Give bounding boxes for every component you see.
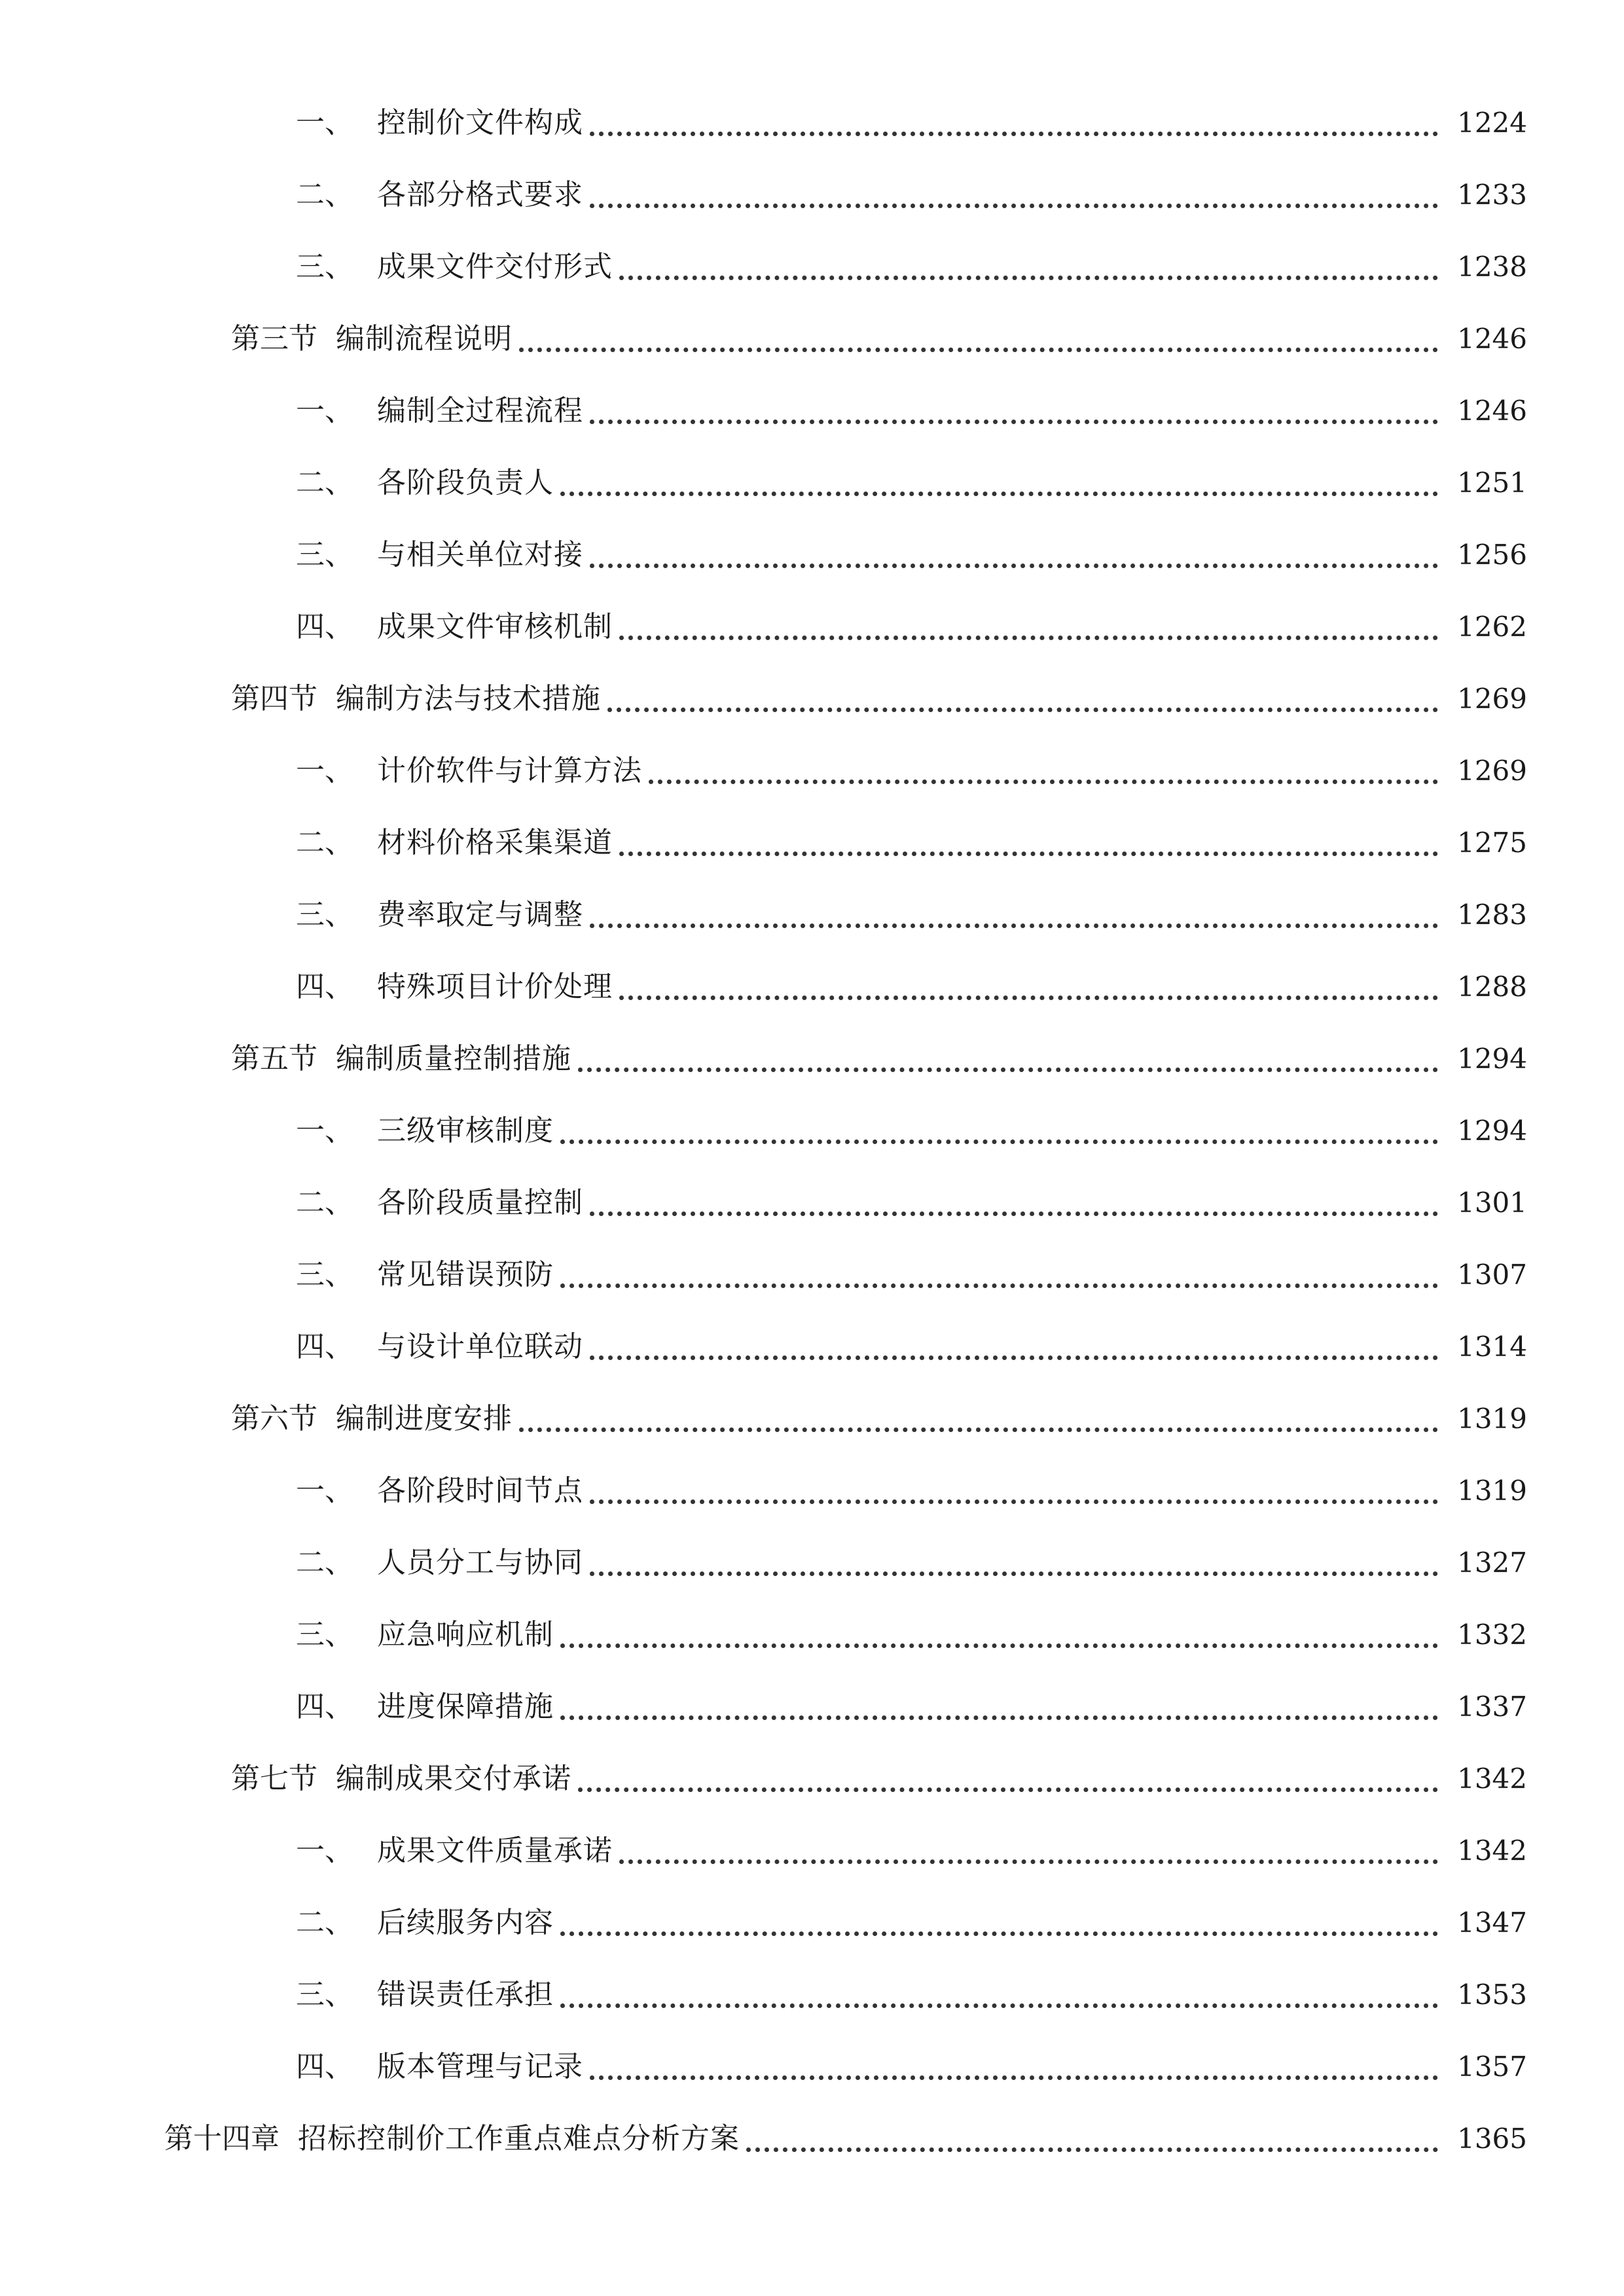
toc-entry-page-number: 1319 [1457,1403,1527,1435]
dot-leader [519,1399,1438,1432]
toc-entry-number: 二、 [296,466,353,499]
toc-entry-title: 应急响应机制 [377,1618,554,1651]
toc-entry-item[interactable] [0,1671,1624,1743]
toc-entry-page-number: 1337 [1457,1691,1527,1723]
toc-entry-page-number: 1314 [1457,1331,1527,1363]
dot-leader [519,319,1438,352]
toc-entry-item[interactable] [0,1095,1624,1167]
dot-leader [619,967,1438,1000]
toc-entry-page-number: 1342 [1457,1835,1527,1867]
toc-entry-item[interactable] [0,1815,1624,1887]
toc-entry-title: 各部分格式要求 [377,178,583,211]
toc-entry-item[interactable] [0,1239,1624,1311]
toc-entry-item[interactable] [0,2031,1624,2103]
toc-entry-page-number: 1251 [1457,467,1527,499]
toc-entry-page-number: 1327 [1457,1547,1527,1579]
dot-leader [590,1543,1438,1576]
dot-leader [560,463,1438,496]
toc-entry-item[interactable] [0,1887,1624,1959]
toc-entry-page-number: 1294 [1457,1115,1527,1147]
toc-entry-title: 版本管理与记录 [377,2050,583,2083]
toc-entry-item[interactable] [0,519,1624,591]
toc-entry-title: 编制流程说明 [336,322,513,355]
toc-entry-number: 三、 [296,538,353,571]
toc-entry-number: 第七节 [231,1762,317,1795]
toc-entry-page-number: 1307 [1457,1259,1527,1291]
toc-entry-title: 与设计单位联动 [377,1330,583,1363]
dot-leader [560,1975,1438,2008]
toc-entry-item[interactable] [0,1599,1624,1671]
dot-leader [607,679,1438,712]
toc-entry-number: 第六节 [231,1402,317,1435]
toc-entry-page-number: 1256 [1457,539,1527,571]
toc-entry-item[interactable] [0,375,1624,447]
toc-entry-title: 成果文件质量承诺 [377,1834,613,1867]
table-of-contents [0,87,1624,2175]
dot-leader [590,1327,1438,1360]
toc-entry-item[interactable] [0,951,1624,1023]
dot-leader [619,1831,1438,1864]
dot-leader [590,895,1438,928]
toc-entry-title: 常见错误预防 [377,1258,554,1291]
toc-entry-item[interactable] [0,879,1624,951]
toc-entry-number: 四、 [296,1330,353,1363]
toc-entry-title: 招标控制价工作重点难点分析方案 [298,2122,740,2155]
toc-entry-number: 四、 [296,1690,353,1723]
toc-entry-title: 编制方法与技术措施 [336,682,601,715]
toc-entry-chapter[interactable] [0,2103,1624,2175]
toc-entry-number: 第四节 [231,682,317,715]
toc-entry-title: 各阶段时间节点 [377,1474,583,1507]
dot-leader [746,2119,1438,2152]
toc-entry-number: 二、 [296,1906,353,1939]
toc-entry-section[interactable] [0,663,1624,735]
toc-entry-number: 二、 [296,1546,353,1579]
toc-entry-number: 一、 [296,106,353,139]
dot-leader [578,1039,1438,1072]
dot-leader [578,1759,1438,1792]
dot-leader [590,1183,1438,1216]
toc-entry-page-number: 1269 [1457,755,1527,787]
toc-entry-title: 成果文件交付形式 [377,250,613,283]
toc-entry-title: 各阶段质量控制 [377,1186,583,1219]
dot-leader [619,247,1438,280]
toc-entry-title: 特殊项目计价处理 [377,970,613,1003]
toc-entry-page-number: 1238 [1457,251,1527,283]
toc-entry-page-number: 1269 [1457,683,1527,715]
toc-entry-number: 一、 [296,1834,353,1867]
dot-leader [590,1471,1438,1504]
dot-leader [619,607,1438,640]
toc-entry-title: 各阶段负责人 [377,466,554,499]
toc-entry-item[interactable] [0,447,1624,519]
toc-entry-number: 第十四章 [164,2122,280,2155]
toc-entry-title: 进度保障措施 [377,1690,554,1723]
toc-entry-number: 二、 [296,1186,353,1219]
dot-leader [590,391,1438,424]
dot-leader [560,1111,1438,1144]
toc-entry-page-number: 1301 [1457,1187,1527,1219]
toc-entry-title: 编制质量控制措施 [336,1042,571,1075]
toc-entry-item[interactable] [0,1455,1624,1527]
toc-entry-number: 第五节 [231,1042,317,1075]
toc-entry-title: 控制价文件构成 [377,106,583,139]
toc-entry-number: 二、 [296,178,353,211]
toc-entry-item[interactable] [0,159,1624,231]
toc-entry-number: 一、 [296,754,353,787]
toc-entry-item[interactable] [0,807,1624,879]
toc-entry-item[interactable] [0,1959,1624,2031]
dot-leader [560,1903,1438,1936]
toc-entry-number: 一、 [296,1114,353,1147]
toc-entry-item[interactable] [0,1311,1624,1383]
dot-leader [560,1615,1438,1648]
toc-entry-title: 编制全过程流程 [377,394,583,427]
toc-entry-item[interactable] [0,231,1624,303]
toc-entry-page-number: 1365 [1457,2123,1527,2155]
dot-leader [560,1687,1438,1720]
toc-entry-number: 三、 [296,1978,353,2011]
toc-entry-page-number: 1319 [1457,1475,1527,1507]
toc-entry-number: 四、 [296,610,353,643]
toc-entry-page-number: 1283 [1457,899,1527,931]
dot-leader [590,2047,1438,2080]
toc-entry-page-number: 1288 [1457,971,1527,1003]
toc-entry-page-number: 1357 [1457,2051,1527,2083]
dot-leader [619,823,1438,856]
dot-leader [590,103,1438,136]
toc-entry-title: 与相关单位对接 [377,538,583,571]
toc-entry-page-number: 1246 [1457,395,1527,427]
toc-entry-title: 成果文件审核机制 [377,610,613,643]
dot-leader [649,751,1438,784]
toc-entry-number: 三、 [296,1618,353,1651]
toc-entry-page-number: 1233 [1457,179,1527,211]
toc-entry-title: 编制成果交付承诺 [336,1762,571,1795]
toc-entry-section[interactable] [0,1383,1624,1455]
toc-entry-number: 第三节 [231,322,317,355]
dot-leader [590,175,1438,208]
toc-entry-number: 三、 [296,898,353,931]
toc-entry-title: 编制进度安排 [336,1402,513,1435]
toc-entry-item[interactable] [0,1167,1624,1239]
toc-entry-title: 费率取定与调整 [377,898,583,931]
toc-entry-title: 错误责任承担 [377,1978,554,2011]
toc-entry-item[interactable] [0,591,1624,663]
toc-entry-title: 材料价格采集渠道 [377,826,613,859]
dot-leader [560,1255,1438,1288]
toc-entry-number: 四、 [296,2050,353,2083]
toc-entry-item[interactable] [0,1527,1624,1599]
toc-entry-page-number: 1294 [1457,1043,1527,1075]
toc-entry-page-number: 1347 [1457,1907,1527,1939]
toc-entry-section[interactable] [0,1023,1624,1095]
toc-entry-section[interactable] [0,303,1624,375]
toc-entry-title: 后续服务内容 [377,1906,554,1939]
toc-entry-page-number: 1275 [1457,827,1527,859]
toc-entry-title: 计价软件与计算方法 [377,754,642,787]
dot-leader [590,535,1438,568]
toc-entry-section[interactable] [0,1743,1624,1815]
toc-entry-item[interactable] [0,87,1624,159]
toc-entry-page-number: 1332 [1457,1619,1527,1651]
toc-entry-number: 四、 [296,970,353,1003]
toc-entry-page-number: 1262 [1457,611,1527,643]
toc-entry-number: 三、 [296,1258,353,1291]
toc-entry-page-number: 1342 [1457,1763,1527,1795]
toc-entry-item[interactable] [0,735,1624,807]
toc-entry-title: 人员分工与协同 [377,1546,583,1579]
toc-entry-number: 三、 [296,250,353,283]
toc-entry-title: 三级审核制度 [377,1114,554,1147]
toc-entry-page-number: 1246 [1457,323,1527,355]
toc-entry-number: 一、 [296,394,353,427]
toc-entry-number: 一、 [296,1474,353,1507]
toc-entry-page-number: 1353 [1457,1979,1527,2011]
toc-entry-number: 二、 [296,826,353,859]
toc-entry-page-number: 1224 [1457,107,1527,139]
